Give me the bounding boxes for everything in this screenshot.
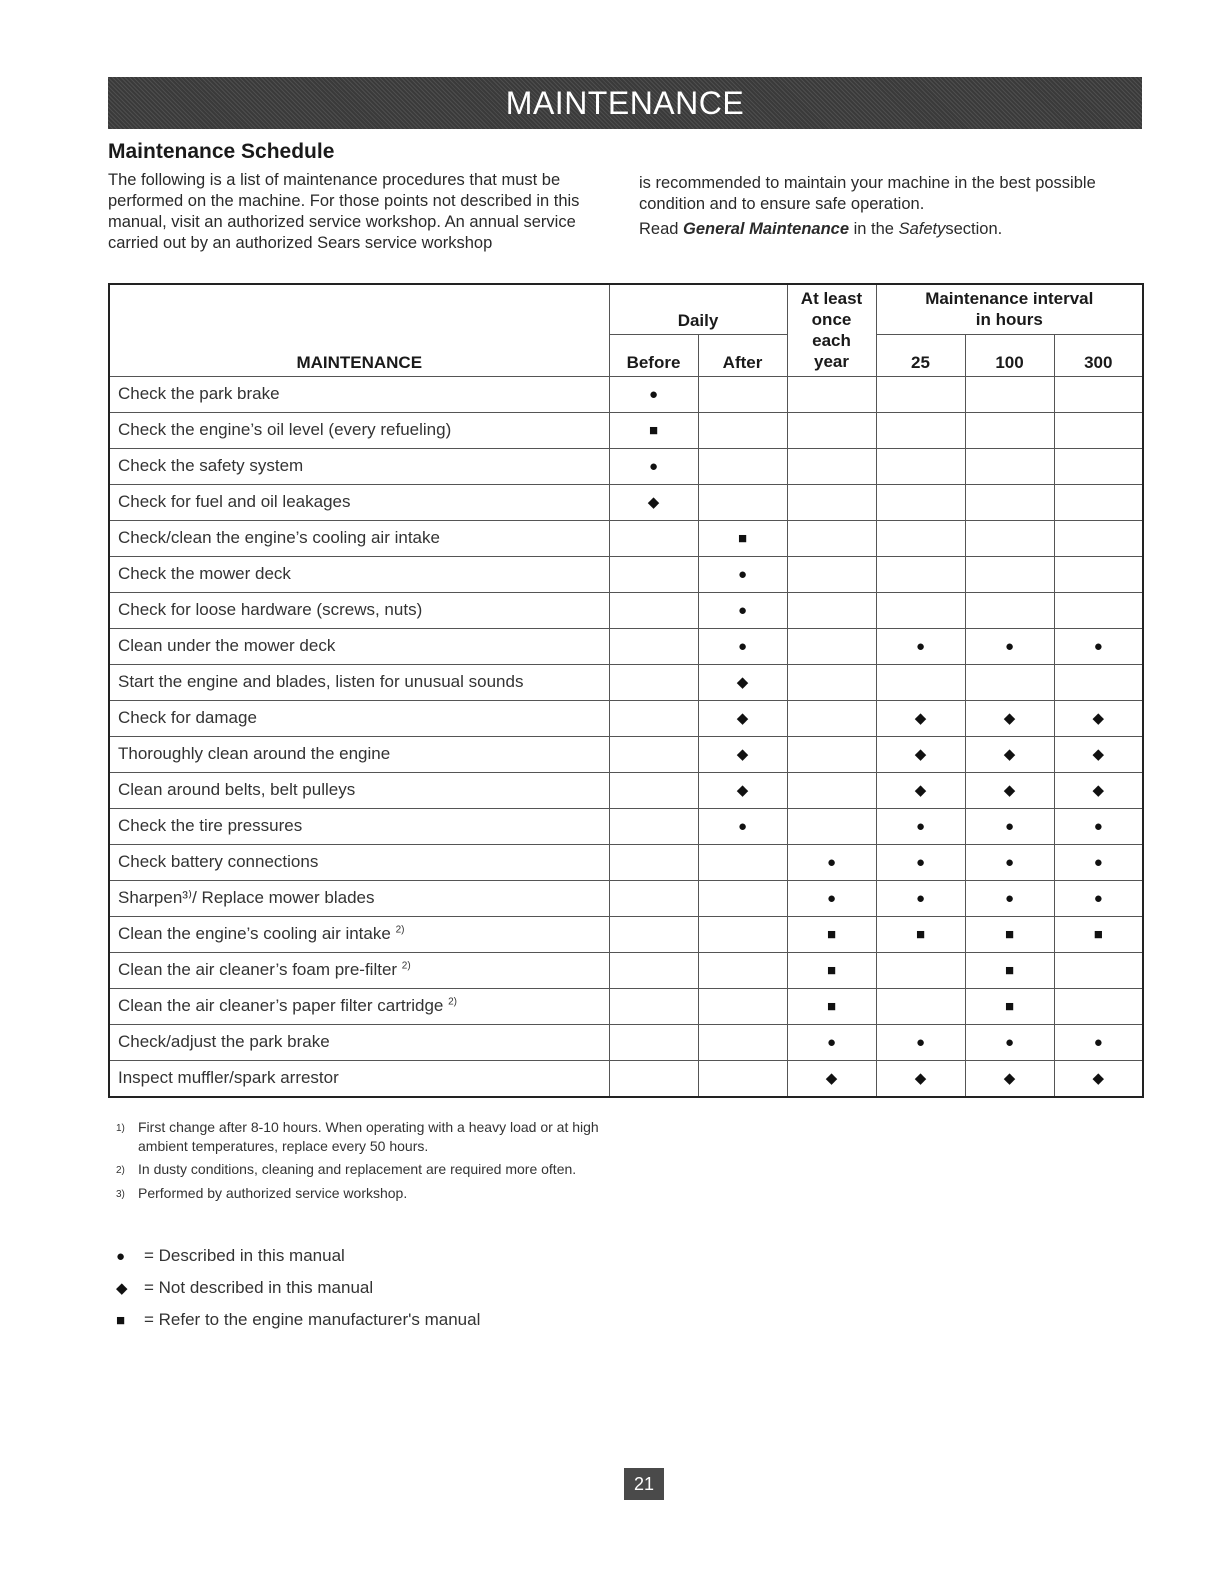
table-row xyxy=(109,808,1143,844)
mark-yearly xyxy=(787,700,876,736)
table-row xyxy=(109,952,1143,988)
mark-yearly: ■ xyxy=(787,988,876,1024)
mark-interval-25 xyxy=(876,448,965,484)
footnote-text: In dusty conditions, cleaning and replacement are required more often. xyxy=(138,1161,577,1177)
task-cell xyxy=(109,556,609,592)
table-row xyxy=(109,376,1143,412)
mark-yearly xyxy=(787,556,876,592)
legend-text: = Refer to the engine manufacturer's manual xyxy=(144,1310,481,1329)
mark-yearly: ● xyxy=(787,880,876,916)
mark-interval-300 xyxy=(1054,556,1143,592)
mark-interval-100: ■ xyxy=(965,952,1054,988)
mark-yearly xyxy=(787,448,876,484)
mark-interval-100: ■ xyxy=(965,916,1054,952)
mark-interval-300: ◆ xyxy=(1054,700,1143,736)
read-middle: in the xyxy=(853,220,894,238)
footnote-ref: 2) xyxy=(448,996,458,1008)
mark-daily-after: ◆ xyxy=(698,772,787,808)
header-25-hours: 25 xyxy=(876,334,965,376)
task-label: Check the park brake xyxy=(118,384,280,403)
mark-daily-before xyxy=(609,916,698,952)
mark-daily-before xyxy=(609,952,698,988)
task-cell xyxy=(109,592,609,628)
mark-daily-after: ● xyxy=(698,592,787,628)
mark-yearly xyxy=(787,520,876,556)
table-row xyxy=(109,772,1143,808)
table-row xyxy=(109,1060,1143,1097)
read-reference xyxy=(639,219,1149,240)
table-row xyxy=(109,412,1143,448)
mark-interval-300: ◆ xyxy=(1054,772,1143,808)
mark-interval-100: ● xyxy=(965,880,1054,916)
header-daily: Daily xyxy=(609,284,787,334)
mark-daily-after xyxy=(698,412,787,448)
mark-daily-after: ◆ xyxy=(698,664,787,700)
mark-interval-300: ■ xyxy=(1054,916,1143,952)
task-cell xyxy=(109,484,609,520)
mark-interval-25: ● xyxy=(876,880,965,916)
task-label: Thoroughly clean around the engine xyxy=(118,744,391,763)
mark-interval-25 xyxy=(876,376,965,412)
table-row xyxy=(109,916,1143,952)
header-after: After xyxy=(698,334,787,376)
footnote xyxy=(116,1160,616,1180)
mark-interval-100: ● xyxy=(965,1024,1054,1060)
legend-text: = Not described in this manual xyxy=(144,1278,374,1297)
mark-interval-300 xyxy=(1054,988,1143,1024)
legend-text: = Described in this manual xyxy=(144,1246,345,1265)
task-cell xyxy=(109,736,609,772)
mark-interval-100 xyxy=(965,484,1054,520)
footnote xyxy=(116,1118,616,1156)
mark-interval-25: ● xyxy=(876,844,965,880)
task-label: Check/clean the engine’s cooling air intake xyxy=(118,528,440,547)
symbol-legend xyxy=(116,1240,480,1336)
mark-interval-25 xyxy=(876,592,965,628)
task-label: Check the safety system xyxy=(118,456,304,475)
mark-interval-300: ● xyxy=(1054,808,1143,844)
task-label: Check the engine’s oil level (every refueling) xyxy=(118,420,452,439)
task-label: Check/adjust the park brake xyxy=(118,1032,330,1051)
mark-interval-25: ● xyxy=(876,1024,965,1060)
table-row xyxy=(109,592,1143,628)
header-100-hours: 100 xyxy=(965,334,1054,376)
footnote-number: 1) xyxy=(116,1123,125,1134)
mark-interval-300: ● xyxy=(1054,880,1143,916)
table-row xyxy=(109,700,1143,736)
mark-interval-300 xyxy=(1054,448,1143,484)
mark-interval-25: ■ xyxy=(876,916,965,952)
task-cell xyxy=(109,628,609,664)
mark-interval-100: ■ xyxy=(965,988,1054,1024)
safety-ref: Safety xyxy=(898,220,946,238)
mark-interval-300: ◆ xyxy=(1054,1060,1143,1097)
mark-yearly: ● xyxy=(787,1024,876,1060)
mark-daily-after xyxy=(698,1060,787,1097)
mark-daily-before xyxy=(609,736,698,772)
mark-yearly: ■ xyxy=(787,952,876,988)
mark-daily-after: ◆ xyxy=(698,736,787,772)
task-cell xyxy=(109,1060,609,1097)
mark-daily-after xyxy=(698,880,787,916)
header-interval: Maintenance interval in hours xyxy=(876,284,1143,334)
mark-yearly xyxy=(787,376,876,412)
mark-interval-100 xyxy=(965,592,1054,628)
footnote-ref: 2) xyxy=(401,960,411,972)
task-label: Clean the air cleaner’s foam pre-filter xyxy=(118,960,398,979)
task-cell xyxy=(109,376,609,412)
mark-daily-before: ● xyxy=(609,376,698,412)
mark-yearly xyxy=(787,736,876,772)
mark-interval-25 xyxy=(876,412,965,448)
header-yearly: At least once each year xyxy=(787,284,876,376)
mark-yearly xyxy=(787,592,876,628)
table-row xyxy=(109,1024,1143,1060)
task-label: Clean the air cleaner’s paper filter cartridge xyxy=(118,996,444,1015)
task-cell xyxy=(109,952,609,988)
mark-interval-25 xyxy=(876,484,965,520)
mark-interval-300: ● xyxy=(1054,1024,1143,1060)
mark-daily-before: ■ xyxy=(609,412,698,448)
mark-interval-25: ● xyxy=(876,628,965,664)
mark-interval-100: ● xyxy=(965,844,1054,880)
task-label: Clean under the mower deck xyxy=(118,636,336,655)
mark-daily-after xyxy=(698,484,787,520)
mark-daily-before xyxy=(609,1060,698,1097)
mark-interval-100: ◆ xyxy=(965,700,1054,736)
table-row xyxy=(109,448,1143,484)
maintenance-schedule-table xyxy=(108,283,1144,1098)
mark-interval-100: ◆ xyxy=(965,1060,1054,1097)
banner-title: MAINTENANCE xyxy=(505,84,745,121)
task-cell xyxy=(109,700,609,736)
footnotes xyxy=(116,1118,616,1208)
mark-interval-100 xyxy=(965,556,1054,592)
general-maintenance-ref: General Maintenance xyxy=(683,220,850,238)
mark-yearly: ◆ xyxy=(787,1060,876,1097)
mark-yearly xyxy=(787,412,876,448)
diamond-icon: ◆ xyxy=(116,1280,128,1297)
mark-interval-300 xyxy=(1054,592,1143,628)
mark-interval-100: ● xyxy=(965,808,1054,844)
table-row xyxy=(109,844,1143,880)
task-cell xyxy=(109,844,609,880)
mark-daily-before xyxy=(609,988,698,1024)
mark-interval-25: ◆ xyxy=(876,736,965,772)
mark-daily-after xyxy=(698,988,787,1024)
footnote-text: Performed by authorized service workshop. xyxy=(138,1185,408,1201)
mark-daily-after xyxy=(698,916,787,952)
task-cell xyxy=(109,520,609,556)
mark-interval-25 xyxy=(876,520,965,556)
circle-icon: ● xyxy=(116,1247,126,1265)
header-300-hours: 300 xyxy=(1054,334,1143,376)
mark-interval-300: ● xyxy=(1054,844,1143,880)
mark-interval-300 xyxy=(1054,484,1143,520)
mark-interval-300 xyxy=(1054,664,1143,700)
footnote-text: First change after 8-10 hours. When operating with a heavy load or at high ambient temperatures, replace every 50 hours. xyxy=(138,1119,599,1154)
mark-yearly xyxy=(787,772,876,808)
task-cell xyxy=(109,664,609,700)
mark-interval-25: ◆ xyxy=(876,772,965,808)
mark-interval-100: ● xyxy=(965,628,1054,664)
mark-daily-before xyxy=(609,700,698,736)
task-label: Clean around belts, belt pulleys xyxy=(118,780,356,799)
schedule-rows xyxy=(109,376,1143,1097)
task-cell xyxy=(109,808,609,844)
mark-daily-after xyxy=(698,844,787,880)
mark-daily-before xyxy=(609,1024,698,1060)
mark-interval-300: ● xyxy=(1054,628,1143,664)
mark-daily-after: ● xyxy=(698,628,787,664)
task-label: Sharpen³⁾/ Replace mower blades xyxy=(118,888,375,907)
mark-interval-100 xyxy=(965,412,1054,448)
mark-daily-after xyxy=(698,1024,787,1060)
mark-yearly xyxy=(787,628,876,664)
task-label: Inspect muffler/spark arrestor xyxy=(118,1068,339,1087)
table-row xyxy=(109,628,1143,664)
mark-interval-300 xyxy=(1054,520,1143,556)
mark-interval-100: ◆ xyxy=(965,772,1054,808)
table-row xyxy=(109,880,1143,916)
task-cell xyxy=(109,448,609,484)
mark-interval-300 xyxy=(1054,952,1143,988)
mark-interval-100 xyxy=(965,448,1054,484)
footnote-number: 2) xyxy=(116,1165,125,1176)
mark-daily-after xyxy=(698,448,787,484)
mark-interval-100: ◆ xyxy=(965,736,1054,772)
intro-continuation: is recommended to maintain your machine in the best possible condition and to ensure safe operation. xyxy=(639,174,1096,213)
header-maintenance: MAINTENANCE xyxy=(109,284,609,376)
legend-item xyxy=(116,1304,480,1336)
task-cell xyxy=(109,880,609,916)
mark-daily-before xyxy=(609,592,698,628)
mark-daily-before xyxy=(609,520,698,556)
mark-interval-25 xyxy=(876,556,965,592)
task-cell xyxy=(109,412,609,448)
table-row xyxy=(109,556,1143,592)
section-title: Maintenance Schedule xyxy=(108,140,335,163)
mark-interval-25: ◆ xyxy=(876,1060,965,1097)
footnote-ref: 2) xyxy=(395,924,405,936)
mark-interval-300: ◆ xyxy=(1054,736,1143,772)
header-before: Before xyxy=(609,334,698,376)
task-label: Check for damage xyxy=(118,708,257,727)
task-cell xyxy=(109,916,609,952)
mark-yearly xyxy=(787,664,876,700)
mark-interval-100 xyxy=(965,376,1054,412)
mark-daily-before xyxy=(609,664,698,700)
task-cell xyxy=(109,988,609,1024)
mark-daily-after: ■ xyxy=(698,520,787,556)
mark-yearly: ● xyxy=(787,844,876,880)
task-label: Check for loose hardware (screws, nuts) xyxy=(118,600,423,619)
task-label: Check the mower deck xyxy=(118,564,291,583)
footnote xyxy=(116,1184,616,1204)
mark-daily-before xyxy=(609,772,698,808)
intro-text-right xyxy=(639,173,1149,240)
table-row xyxy=(109,484,1143,520)
mark-interval-25 xyxy=(876,988,965,1024)
task-cell xyxy=(109,1024,609,1060)
legend-item xyxy=(116,1240,480,1272)
task-label: Start the engine and blades, listen for unusual sounds xyxy=(118,672,524,691)
mark-interval-100 xyxy=(965,520,1054,556)
mark-daily-before xyxy=(609,880,698,916)
page-banner xyxy=(108,77,1142,129)
mark-interval-25 xyxy=(876,664,965,700)
mark-interval-300 xyxy=(1054,412,1143,448)
square-icon: ■ xyxy=(116,1311,126,1329)
table-row xyxy=(109,736,1143,772)
task-label: Clean the engine’s cooling air intake xyxy=(118,924,391,943)
mark-yearly xyxy=(787,808,876,844)
mark-daily-after xyxy=(698,952,787,988)
mark-interval-100 xyxy=(965,664,1054,700)
mark-interval-25 xyxy=(876,952,965,988)
mark-daily-after xyxy=(698,376,787,412)
mark-daily-after: ● xyxy=(698,556,787,592)
mark-daily-before: ◆ xyxy=(609,484,698,520)
mark-yearly: ■ xyxy=(787,916,876,952)
mark-daily-before xyxy=(609,808,698,844)
table-row xyxy=(109,520,1143,556)
mark-daily-before xyxy=(609,628,698,664)
mark-yearly xyxy=(787,484,876,520)
task-label: Check the tire pressures xyxy=(118,816,303,835)
mark-interval-25: ● xyxy=(876,808,965,844)
footnote-number: 3) xyxy=(116,1189,125,1200)
task-label: Check for fuel and oil leakages xyxy=(118,492,351,511)
table-row xyxy=(109,664,1143,700)
read-suffix: section. xyxy=(945,220,1003,238)
mark-interval-300 xyxy=(1054,376,1143,412)
mark-daily-before xyxy=(609,556,698,592)
mark-daily-before: ● xyxy=(609,448,698,484)
task-cell xyxy=(109,772,609,808)
read-prefix: Read xyxy=(639,220,679,238)
mark-interval-25: ◆ xyxy=(876,700,965,736)
intro-text-left: The following is a list of maintenance procedures that must be performed on the machine. For those points not described in this manual, visit an authorized service workshop. An annual service carried out by an authorized Sears service workshop xyxy=(108,171,580,252)
legend-item xyxy=(116,1272,480,1304)
mark-daily-before xyxy=(609,844,698,880)
mark-daily-after: ◆ xyxy=(698,700,787,736)
table-row xyxy=(109,988,1143,1024)
task-label: Check battery connections xyxy=(118,852,319,871)
page-number: 21 xyxy=(624,1468,664,1500)
mark-daily-after: ● xyxy=(698,808,787,844)
